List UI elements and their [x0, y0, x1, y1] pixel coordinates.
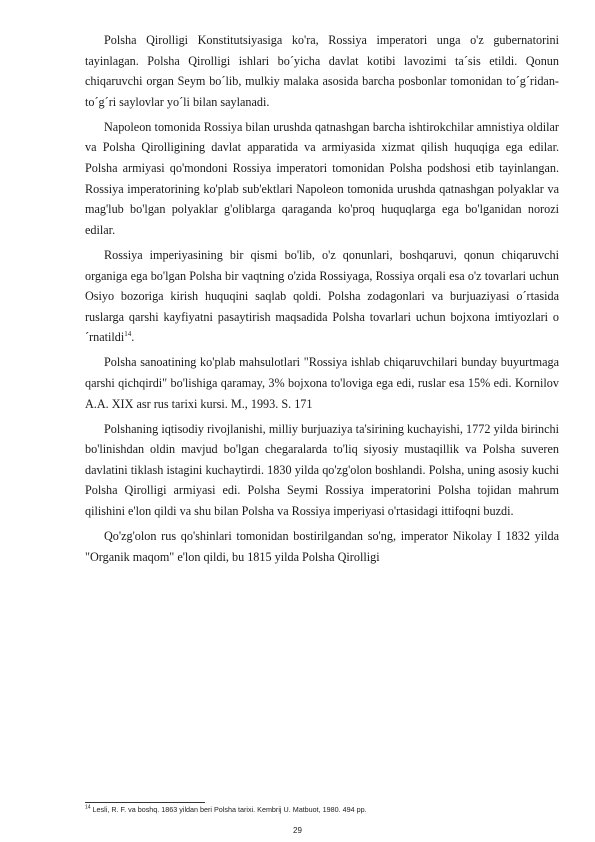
footnote-divider [85, 802, 205, 803]
paragraph-5: Polshaning iqtisodiy rivojlanishi, milliy burjuaziya ta'sirining kuchayishi, 1772 yilda birinchi bo'linishdan oldin mavjud bo'lgan chegaralarda to'liq siyosiy mustaqillik va Polsha suveren davlatini tiklash istagini kuchaytirdi. 1830 yilda qo'zg'olon boshlandi. Polsha, uning asosiy kuchi Polsha Qirolligi armiyasi edi. Polsha Seymi Rossiya imperatorini Polsha tojidan mahrum qilishini e'lon qildi va shu bilan Polsha va Rossiya imperiyasi o'rtasidagi ittifoqni buzdi. [85, 421, 559, 519]
footnote-text: Lesli, R. F. va boshq. 1863 yildan beri Polsha tarixi. Kembrij U. Matbuot, 1980. 494 pp. [90, 805, 367, 814]
footnote-number: 14 [85, 804, 91, 811]
page-body [85, 30, 559, 572]
paragraph-2: Napoleon tomonida Rossiya bilan urushda qatnashgan barcha ishtirokchilar amnistiya oldilar va Polsha Qirolligining davlat apparatida va armiyasida xizmat qilish huquqiga ega edilar. Polsha armiyasi qo'mondoni Rossiya imperatori tomonidan Polsha podshosi etib tayinlangan. Rossiya imperatorining ko'plab sub'ektlari Napoleon tomonida urushda qatnashgan polyaklar va mag'lub bo'lgan polyaklar g'oliblarga qaraganda ko'proq huquqlarga ega bo'lganidan norozi edilar. [85, 119, 559, 237]
footnote-reference[interactable]: 14 [124, 330, 132, 339]
paragraph-3-text: Rossiya imperiyasining bir qismi bo'lib, o'z qonunlari, boshqaruvi, qonun chiqaruvchi organiga ega bo'lgan Polsha bir vaqtning o'zida Rossiyaga, Rossiya orqali esa o'z tovarlari uchun Osiyo bozoriga kirish huquqini saqlab qoldi. Polsha zodagonlari va burjuaziyasi o´rtasida ruslarga qarshi kayfiyatni pasaytirish maqsadida Polsha tovarlari uchun bojxona imtiyozlari o´rnatildi [85, 247, 559, 345]
paragraph-6: Qo'zg'olon rus qo'shinlari tomonidan bostirilgandan so'ng, imperator Nikolay I 1832 yilda "Organik maqom" e'lon qildi, bu 1815 yilda Polsha Qirolligi [85, 529, 559, 564]
footnote [85, 805, 559, 815]
paragraph-4: Polsha sanoatining ko'plab mahsulotlari "Rossiya ishlab chiqaruvchilari bunday buyurtmaga qarshi qichqirdi" bo'lishiga qaramay, 3% bojxona to'loviga ega edi, ruslar esa 15% edi. Kornilov A.A. XIX asr rus tarixi kursi. M., 1993. S. 171 [85, 355, 559, 411]
paragraph-3 [85, 245, 559, 348]
page-number: 29 [293, 826, 302, 835]
paragraph-3-period: . [131, 330, 135, 345]
paragraph-1: Polsha Qirolligi Konstitutsiyasiga ko'ra, Rossiya imperatori unga o'z gubernatorini tayinlagan. Polsha Qirolligi ishlari bo´yicha davlat kotibi lavozimi ta´sis etildi. Qonun chiqaruvchi organ Seym bo´lib, mulkiy malaka asosida barcha posbonlar tomonidan to´g´ridan-to´g´ri saylovlar yo´li bilan saylanadi. [85, 33, 559, 109]
